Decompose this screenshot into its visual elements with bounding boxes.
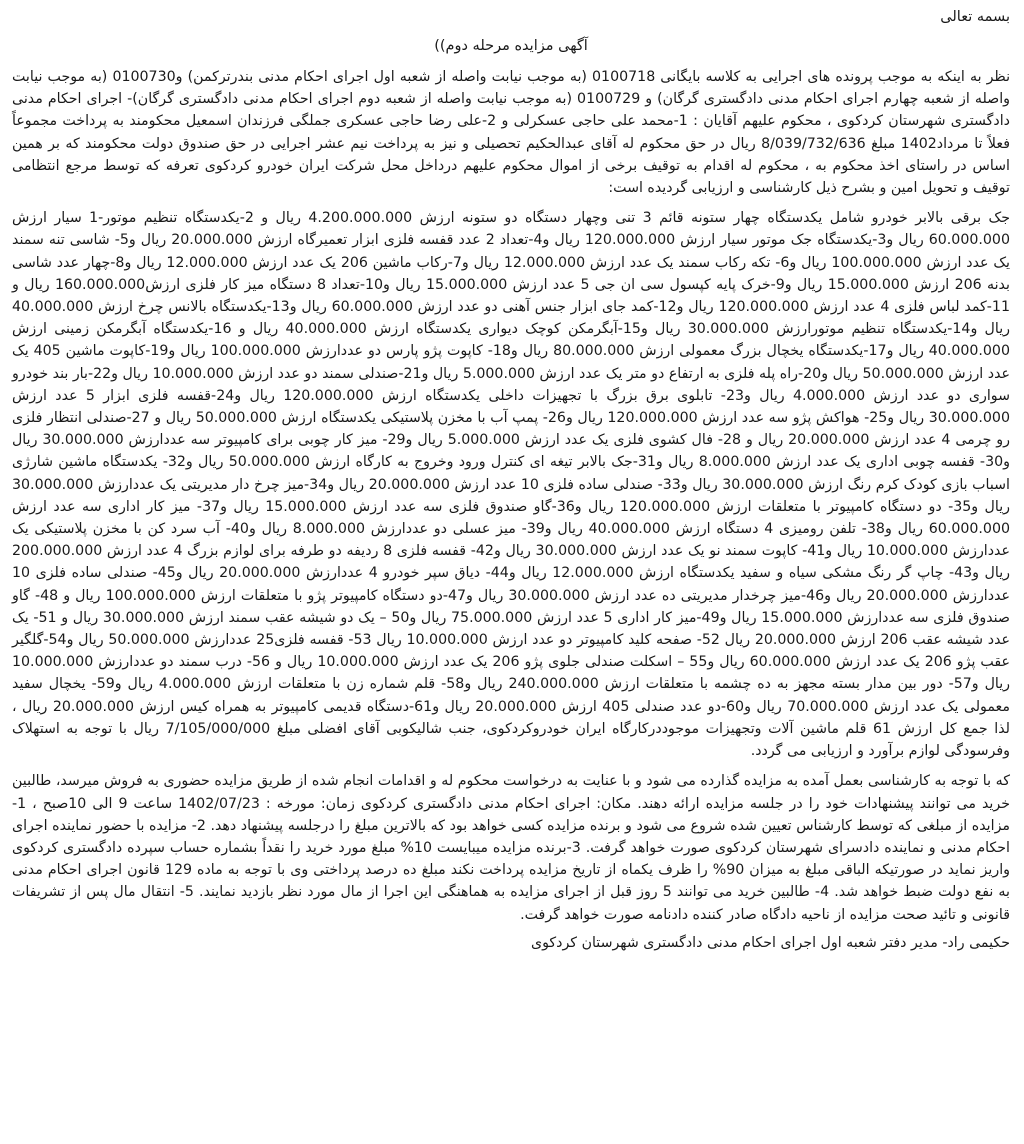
- auction-conditions-paragraph: که با توجه به کارشناسی بعمل آمده به مزایده گذارده می شود و با عنایت به درخواست محکوم له و اقدامات انجام شده از طریق مزایده حضوری به فروش میرسد، طالبین خرید می توانند پیشنهادات خود را در جلسه مزایده ارائه دهند. مکان: اجرای احکام مدنی دادگستری کردکوی زمان: مورخه : 1402/07/23 ساعت 9 الی 10صبح ، 1- مزایده از مبلغی که توسط کارشناس تعیین شده شروع می شود و برنده مزایده کسی خواهد بود که بالاترین مبلغ را درجلسه پیشنهاد دهد. 2- مزایده با حضور نماینده اجرای احکام مدنی و نماینده دادسرای شهرستان کردکوی صورت خواهد گرفت. 3-برنده مزایده میبایست 10% مبلغ مورد خرید را نقداً بشماره حساب سپرده دادگستری کردکوی واریز نماید در صورتیکه الباقی مبلغ به میزان 90% را ظرف یکماه از تاریخ مزایده پرداخت نکند مبلغ ده درصد پرداختی وی با توجه به ماده 129 قانون اجرای احکام مدنی به نفع دولت ضبط خواهد شد. 4- طالبین خرید می توانند 5 روز قبل از اجرای مزایده به هماهنگی این اجرا از مال مورد نظر بازدید نمایند. 5- انتقال مال پس از تشریفات قانونی و تائید صحت مزایده از ناحیه دادگاه صادر کننده دادنامه صورت خواهد گرفت.: [12, 773, 1011, 923]
- bismillah-header: بسمه تعالی: [940, 9, 1010, 25]
- intro-paragraph: نظر به اینکه به موجب پرونده های اجرایی به کلاسه بایگانی 0100718 (به موجب نیابت واصله از شعبه اول اجرای احکام مدنی بندرترکمن) و0100730 (به موجب نیابت واصله از شعبه چهارم اجرای احکام مدنی دادگستری گرگان) و 0100729 (به موجب نیابت واصله از شعبه دوم اجرای احکام مدنی دادگستری گرگان)- اجرای احکام مدنی دادگستری شهرستان کردکوی ، محکوم علیهم آقایان : 1-محمد علی حاجی عسکرلی و 2-علی رضا حاجی عسکری جملگی فرزندان اسمعیل محکومند به پرداخت مجموعاً فعلاً تا مرداد1402 مبلغ 8/039/732/636 ریال در حق محکوم له آقای عبدالحکیم تحصیلی و نیز به پرداخت نیم عشر اجرایی در حق صندوق دولت محکومند که بر همین اساس در راستای اخذ محکوم به ، محکوم له اقدام به توقیف برخی از اموال محکوم علیهم درداخل محل شرکت ایران خودرو کردکوی تعرفه که توسط مرجع انتظامی توقیف و تحویل امین و بشرح ذیل کارشناسی و ارزیابی گردیده است:: [12, 69, 1011, 197]
- notice-title: آگهی مزایده مرحله دوم)): [434, 38, 588, 54]
- items-list-paragraph: جک برقی بالابر خودرو شامل یکدستگاه چهار ستونه قائم 3 تنی وچهار دستگاه دو ستونه ارزش 4.200.000.000 ریال و 2-یکدستگاه تنظیم موتور-1 سیار ارزش 60.000.000 ریال و3-یکدستگاه جک موتور سیار ارزش 120.000.000 ریال و4-تعداد 2 عدد قفسه فلزی ابزار تعمیرگاه ارزش 20.000.000 ریال و5- شاسی تنه سمند یک عدد ارزش 100.000.000 ریال و6- تکه رکاب سمند یک عدد ارزش 12.000.000 ریال و7-رکاب ماشین 206 یک عدد ارزش 12.000.000 ریال و8-چهار عدد شاسی بدنه 206 ارزش 15.000.000 ریال و9-خرک پایه کپسول سی ان جی 5 عدد ارزش 15.000.000 ریال و10-تعداد 8 دستگاه میز کار فلزی ارزش160.000.000 ریال و 11-کمد لباس فلزی 4 عدد ارزش 120.000.000 ریال و12-کمد جای ابزار جنس آهنی دو عدد ارزش 60.000.000 ریال و13-یکدستگاه بالانس چرخ ارزش 40.000.000 ریال و14-یکدستگاه تنظیم موتورارزش 30.000.000 ریال و15-آبگرمکن کوچک دیواری یکدستگاه ارزش 40.000.000 ریال و 16-یکدستگاه آبگرمکن زمینی ارزش 40.000.000 ریال و17-یکدستگاه یخچال بزرگ معمولی ارزش 80.000.000 ریال و18- کاپوت پژو پارس دو عددارزش 100.000.000 ریال و19-کاپوت ماشین 405 یک عدد ارزش 50.000.000 ریال و20-راه پله فلزی به ارتفاع دو متر یک عدد ارزش 5.000.000 ریال و21-صندلی سمند دو عدد ارزش 10.000.000 ریال و22-بار بند خودرو سواری دو عدد ارزش 4.000.000 ریال و23- تابلوی برق بزرگ با تجهیزات داخلی یکدستگاه ارزش 120.000.000 ریال و24-قفسه فلزی ابزار 5 عدد ارزش 30.000.000 ریال و25- هواکش پژو سه عدد ارزش 120.000.000 ریال و26- پمپ آب با مخزن پلاستیکی یکدستگاه ارزش 50.000.000 ریال و 27-صندلی انتظار فلزی رو چرمی 4 عدد ارزش 20.000.000 ریال و 28- فال کشوی فلزی یک عدد ارزش 5.000.000 ریال و29- میز کار چوبی برای کامپیوتر سه عددارزش 30.000.000 ریال و30- قفسه چوبی اداری یک عدد ارزش 8.000.000 ریال و31-جک بالابر تیغه ای کنترل ورود وخروج به کارگاه ارزش 50.000.000 ریال و32- یکدستگاه ماشین شارژی اسباب بازی کودک کرم رنگ ارزش 30.000.000 ریال و33- صندلی ساده فلزی 10 عدد ارزش 20.000.000 ریال و34-میز چرخ دار مدیریتی یک عددارزش 30.000.000 ریال و35- دو دستگاه کامپیوتر با متعلقات ارزش 120.000.000 ریال و36-گاو صندوق فلزی سه عدد ارزش 15.000.000 ریال و37- میز کار اداری سه عدد ارزش 60.000.000 ریال و38- تلفن رومیزی 4 دستگاه ارزش 40.000.000 ریال و39- میز عسلی دو عددارزش 8.000.000 ریال و40- آب سرد کن با مخزن پلاستیکی یک عددارزش 10.000.000 ریال و41- کاپوت سمند نو یک عدد ارزش 30.000.000 ریال و42- قفسه فلزی 8 ردیفه دو طرفه برای لوازم بزرگ 4 عدد ارزش 200.000.000 ریال و43- چاپ گر رنگ مشکی سیاه و سفید یکدستگاه ارزش 12.000.000 ریال و44- دیاق سپر خودرو 4 عددارزش 20.000.000 ریال و45- صندلی ساده فلزی 10 عددارزش 20.000.000 ریال و46-میز چرخدار مدیریتی ده عدد ارزش 30.000.000 ریال و47-دو دستگاه کامپیوتر پژو با متعلقات ارزش 100.000.000 ریال و 48- گاو صندوق فلزی سه عددارزش 15.000.000 ریال و49-میز کار اداری 5 عدد ارزش 75.000.000 ریال و50 – یک دو شیشه عقب سمند ارزش 30.000.000 ریال و 51- یک عدد شیشه عقب 206 ارزش 20.000.000 ریال 52- صفحه کلید کامپیوتر دو عدد ارزش 10.000.000 ریال 53- قفسه فلزی25 عددارزش 50.000.000 ریال و54-گلگیر عقب پژو 206 یک عدد ارزش 60.000.000 ریال و55 – اسکلت صندلی جلوی پژو 206 یک عدد ارزش 10.000.000 ریال و 56- درب سمند دو عددارزش 10.000.000 ریال و57- دور بین مدار بسته مجهز به ده چشمه با متعلقات ارزش 240.000.000 ریال و58- قلم شماره زن با متعلقات ارزش 4.000.000 ریال و59- یخچال سفید معمولی یک عدد ارزش 70.000.000 ریال و60-دو عدد صندلی 405 ارزش 20.000.000 ریال و61-دستگاه قدیمی کامپیوتر به همراه کیس ارزش 20.000.000 ریال ، لذا جمع کل ارزش 61 قلم ماشین آلات وتجهیزات موجوددرکارگاه ایران خودروکردکوی، جنب شالیکوبی آقای افضلی مبلغ 7/105/000/000 ریال با توجه به استهلاک وفرسودگی لوازم برآورد و ارزیابی می گردد.: [12, 210, 1011, 760]
- signature-line: حکیمی راد- مدیر دفتر شعبه اول اجرای احکام مدنی دادگستری شهرستان کردکوی: [530, 934, 1010, 951]
